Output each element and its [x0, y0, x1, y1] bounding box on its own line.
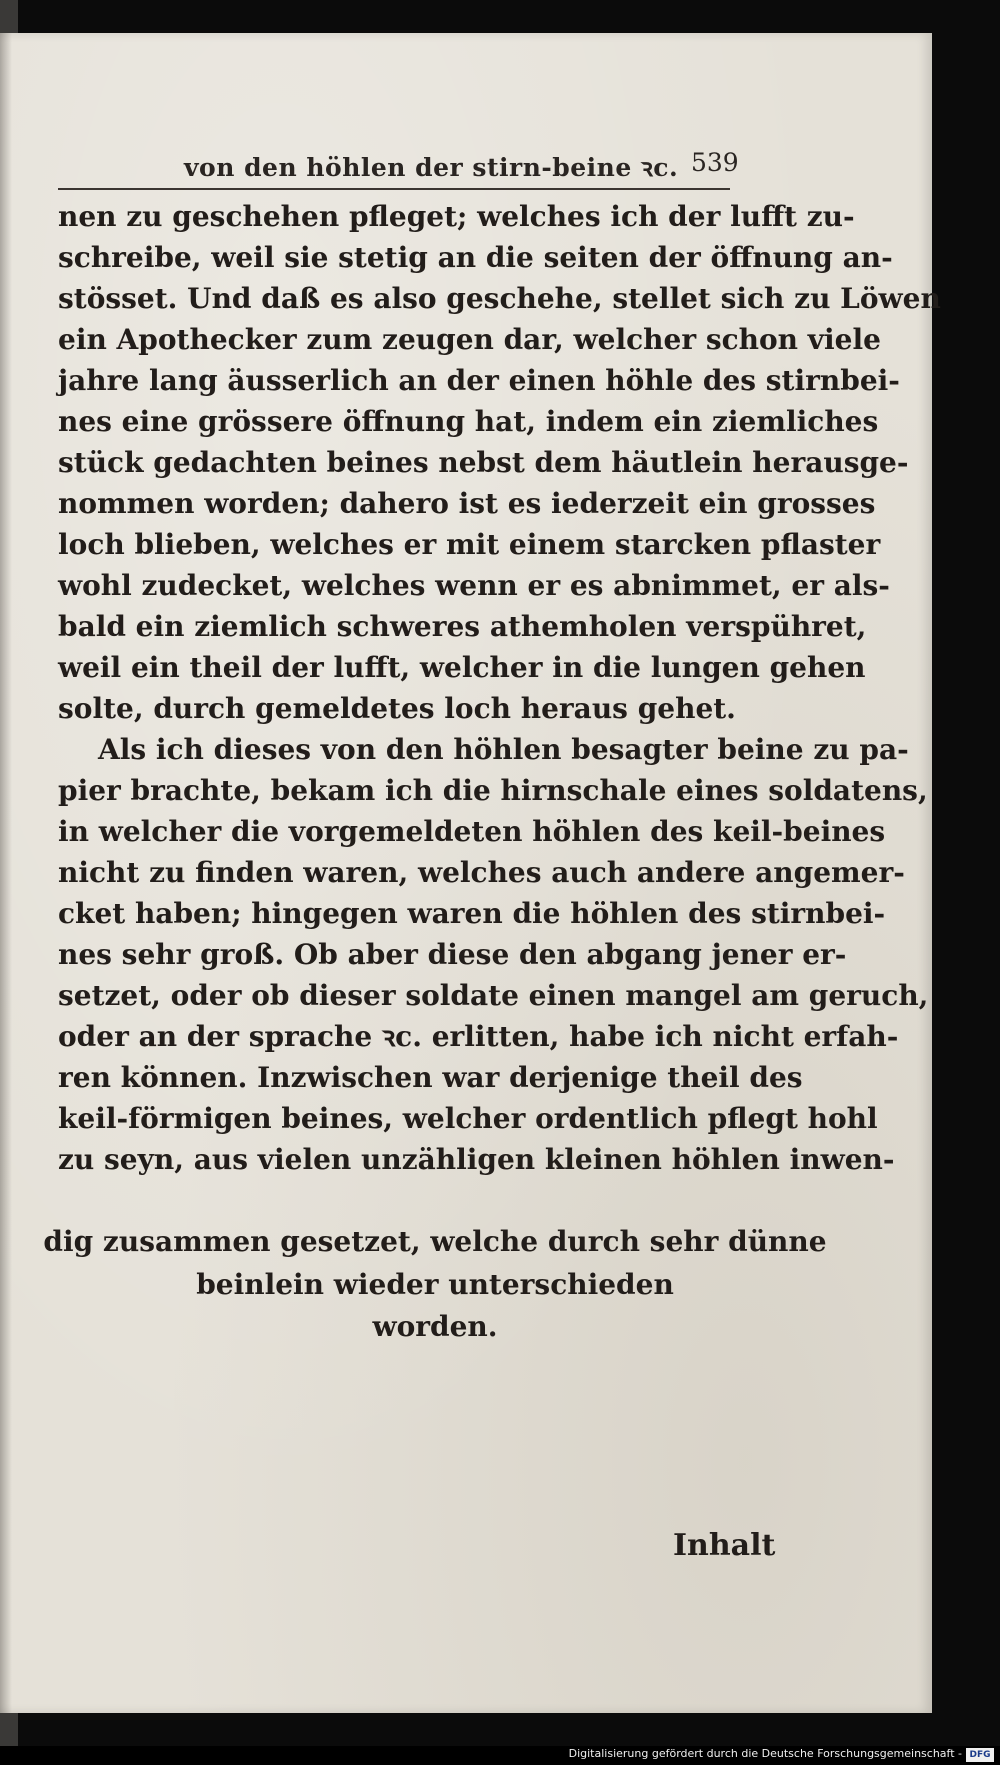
text-line: stück gedachten beines nebst dem häutlein herausge- — [58, 446, 909, 479]
text-line: zu seyn, aus vielen unzähligen kleinen höhlen inwen- — [58, 1143, 895, 1176]
text-line: cket haben; hingegen waren die höhlen des stirnbei- — [58, 897, 886, 930]
catchword: Inhalt — [673, 1528, 776, 1563]
text-line: wohl zudecket, welches wenn er es abnimmet, er als- — [58, 569, 890, 602]
gutter-shadow — [0, 33, 12, 1713]
text-line-centered: dig zusammen gesetzet, welche durch sehr dünne — [43, 1225, 827, 1258]
text-line: stösset. Und daß es also geschehe, stellet sich zu Löwen — [58, 282, 941, 315]
footer-credit: Digitalisierung gefördert durch die Deutsche Forschungsgemeinschaft - — [568, 1747, 962, 1760]
text-line-centered: beinlein wieder unterschieden — [196, 1268, 674, 1301]
text-line: setzet, oder ob dieser soldate einen mangel am geruch, — [58, 979, 929, 1012]
paragraph-start-line: Als ich dieses von den höhlen besagter beine zu pa- — [98, 733, 909, 766]
running-header-title: von den höhlen der stirn-beine ꝛc. — [184, 153, 679, 182]
text-line: schreibe, weil sie stetig an die seiten der öffnung an- — [58, 241, 893, 274]
text-line: nes sehr groß. Ob aber diese den abgang jener er- — [58, 938, 847, 971]
text-line: bald ein ziemlich schweres athemholen verspühret, — [58, 610, 867, 643]
page-number: 539 — [691, 148, 739, 177]
header-rule — [58, 188, 730, 190]
text-line: loch blieben, welches er mit einem starcken pflaster — [58, 528, 881, 561]
text-line: in welcher die vorgemeldeten höhlen des keil-beines — [58, 815, 886, 848]
text-line-centered: worden. — [372, 1310, 498, 1343]
text-line: jahre lang äusserlich an der einen höhle des stirnbei- — [58, 364, 900, 397]
text-line: nes eine grössere öffnung hat, indem ein ziemliches — [58, 405, 879, 438]
text-line: oder an der sprache ꝛc. erlitten, habe ich nicht erfah- — [58, 1020, 899, 1053]
text-line: nen zu geschehen pfleget; welches ich der lufft zu- — [58, 200, 855, 233]
text-line: keil-förmigen beines, welcher ordentlich pflegt hohl — [58, 1102, 878, 1135]
text-line: pier brachte, bekam ich die hirnschale eines soldatens, — [58, 774, 928, 807]
text-line: nommen worden; dahero ist es iederzeit ein grosses — [58, 487, 876, 520]
body-text — [58, 196, 941, 1180]
text-line: weil ein theil der lufft, welcher in die lungen gehen — [58, 651, 866, 684]
dfg-logo-icon: DFG — [966, 1748, 994, 1762]
text-line: solte, durch gemeldetes loch heraus gehet. — [58, 692, 736, 725]
text-line: ren können. Inzwischen war derjenige theil des — [58, 1061, 803, 1094]
text-line: nicht zu finden waren, welches auch andere angemer- — [58, 856, 905, 889]
text-line: ein Apothecker zum zeugen dar, welcher schon viele — [58, 323, 881, 356]
